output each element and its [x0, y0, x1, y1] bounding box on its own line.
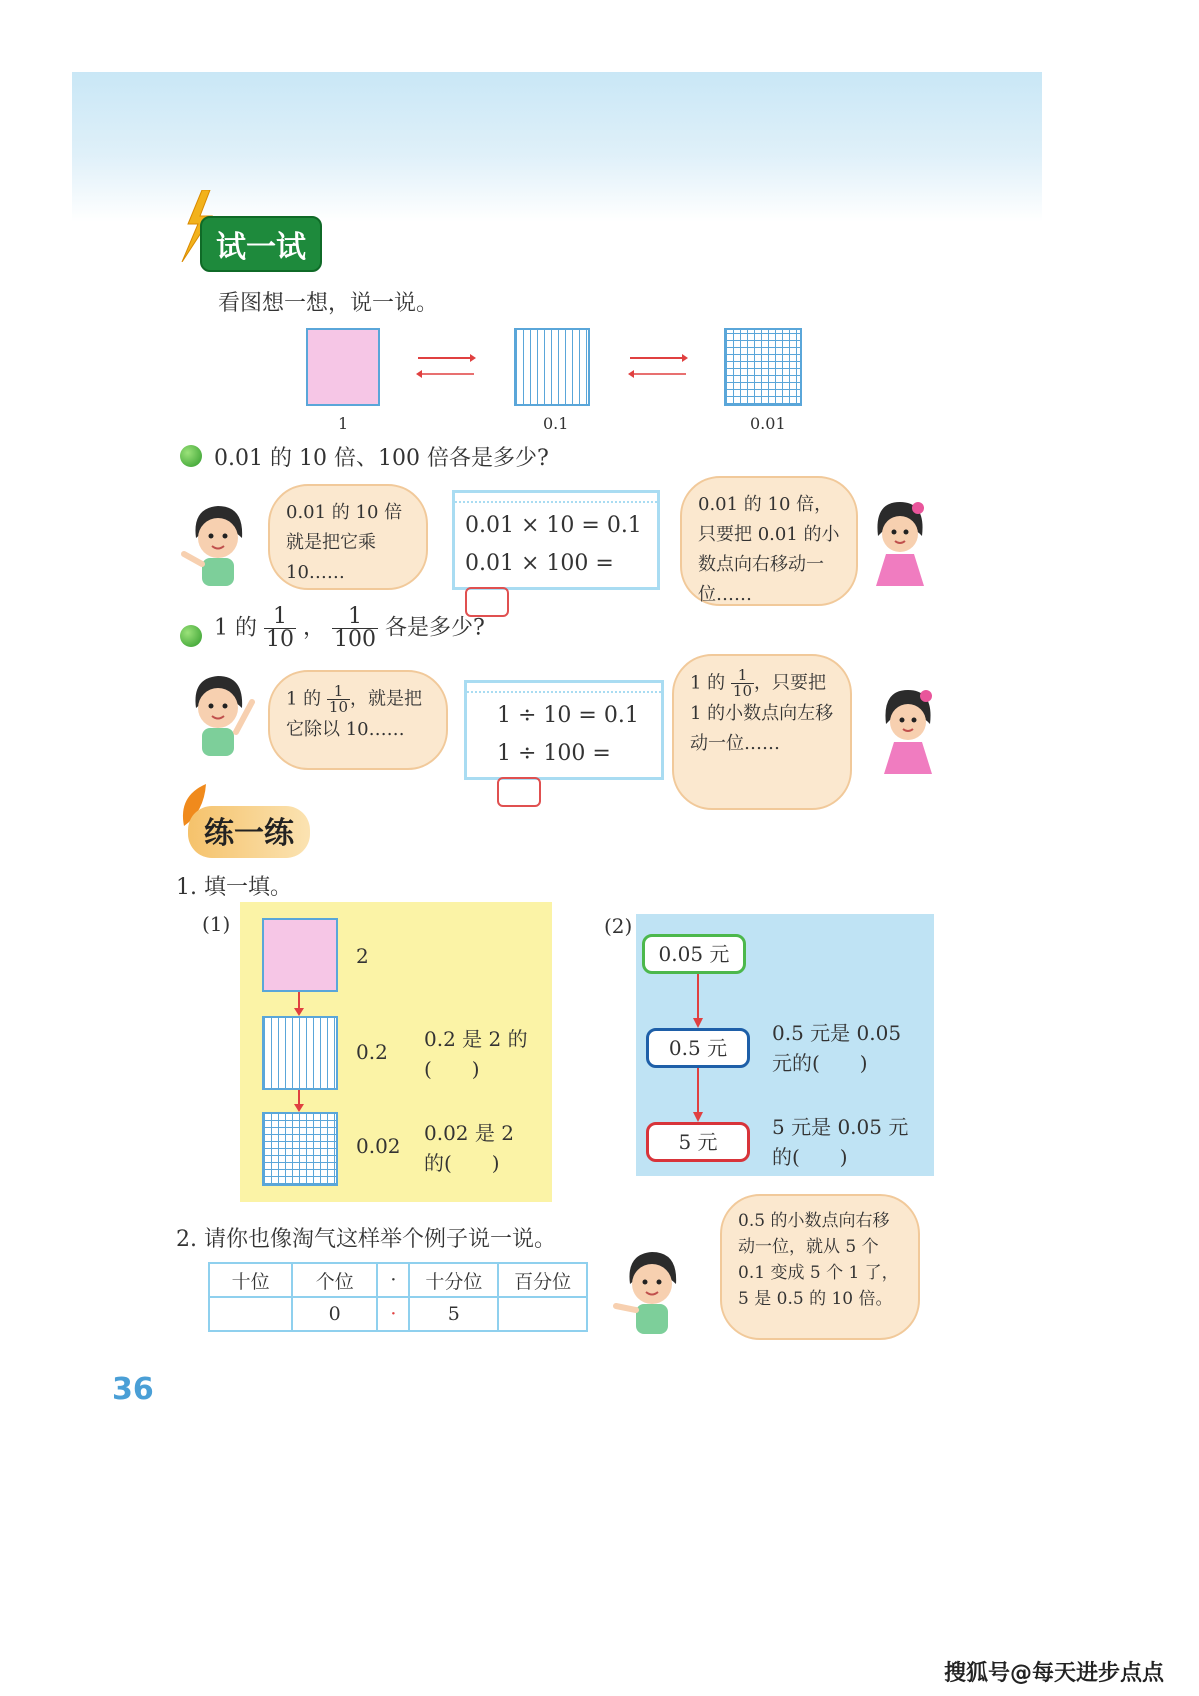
bullet-icon-2 — [180, 625, 202, 647]
fraction-1-10 — [264, 606, 296, 651]
page-number: 36 — [112, 1372, 154, 1407]
part-2-label: (2) — [604, 914, 633, 938]
boy-speech-bubble-2 — [268, 670, 448, 770]
money-box-005: 0.05 元 — [642, 934, 746, 974]
part-1-value-1: 2 — [356, 944, 369, 968]
question-2-prefix: 1 的 — [214, 615, 257, 641]
header-point: · — [377, 1263, 409, 1297]
model-label-1: 1 — [338, 414, 349, 433]
girl-character-icon-2 — [872, 684, 942, 776]
instruction-text: 看图想一想，说一说。 — [218, 291, 439, 316]
equation-2b-text: 1 ÷ 100 = — [497, 741, 611, 766]
answer-box-2[interactable] — [497, 777, 541, 807]
part-2-question-a: 0.5 元是 0.05 元的( ) — [772, 1021, 902, 1075]
fraction-numerator: 1 — [731, 668, 754, 684]
table-header-row — [209, 1263, 587, 1297]
down-arrow-icon-3 — [692, 974, 704, 1028]
fraction-denominator: 10 — [732, 682, 753, 700]
question-2-separator: ， — [303, 615, 326, 641]
hundredths-model-2 — [262, 1112, 338, 1186]
question-1: 0.01 的 10 倍、100 倍各是多少? — [214, 446, 549, 471]
watermark-text: 搜狐号@每天进步点点 — [944, 1661, 1165, 1686]
model-label-2: 0.1 — [543, 414, 569, 433]
fraction-1-100 — [332, 606, 378, 651]
tenths-model — [514, 328, 590, 406]
arrows-2-icon — [628, 348, 688, 382]
boy-bubble-2-text: ，就是把它除以 10…… — [286, 688, 423, 740]
girl-bubble-2-prefix: 1 的 — [690, 672, 726, 694]
fraction-numerator: 1 — [332, 606, 378, 629]
girl-speech-bubble-2 — [672, 654, 852, 810]
exercise-2-title: 2. 请你也像淘气这样举个例子说一说。 — [176, 1227, 556, 1252]
down-arrow-icon-4 — [692, 1068, 704, 1122]
part-1-question-b: 0.02 是 2 的( ) — [424, 1121, 514, 1175]
arrows-1-icon — [416, 348, 476, 382]
header-ones: 个位 — [292, 1263, 377, 1297]
part-1-value-2: 0.2 — [356, 1040, 388, 1064]
down-arrow-icon-2 — [293, 1090, 305, 1112]
header-tenths: 十分位 — [409, 1263, 498, 1297]
header-hundredths: 百分位 — [498, 1263, 587, 1297]
part-1-value-3: 0.02 — [356, 1134, 401, 1158]
tenths-model-2 — [262, 1016, 338, 1090]
part-1-question-a: 0.2 是 2 的( ) — [424, 1027, 528, 1081]
equation-box-1 — [452, 490, 660, 590]
fraction-denominator: 10 — [266, 627, 294, 652]
girl-speech-bubble-1: 0.01 的 10 倍，只要把 0.01 的小数点向右移动一位…… — [680, 476, 858, 606]
section-title-try: 试一试 — [200, 216, 322, 272]
equation-2b — [477, 735, 651, 811]
fraction-denominator: 100 — [334, 627, 377, 652]
unit-square-model — [306, 328, 380, 406]
equation-box-2 — [464, 680, 664, 780]
money-box-05: 0.5 元 — [646, 1028, 750, 1068]
part-2-question-b: 5 元是 0.05 元的( ) — [772, 1115, 909, 1169]
boy-speech-bubble-1: 0.01 的 10 倍就是把它乘 10…… — [268, 484, 428, 590]
cell-ones: 0 — [292, 1297, 377, 1331]
hundredths-model — [724, 328, 802, 406]
cell-point: · — [377, 1297, 409, 1331]
section-title-practice: 练一练 — [188, 806, 310, 858]
fraction-numerator: 1 — [264, 606, 296, 629]
equation-1b — [465, 545, 647, 621]
part-1-label: (1) — [202, 912, 231, 936]
boy-speech-bubble-3: 0.5 的小数点向右移动一位，就从 5 个 0.1 变成 5 个 1 了，5 是 0.5 的 10 倍。 — [720, 1194, 920, 1340]
boy-bubble-2-prefix: 1 的 — [286, 688, 322, 710]
equation-2a: 1 ÷ 10 = 0.1 — [497, 703, 639, 728]
money-box-5: 5 元 — [646, 1122, 750, 1162]
bullet-icon — [180, 445, 202, 467]
down-arrow-icon — [293, 992, 305, 1016]
girl-bubble-2-text: ，只要把 1 的小数点向左移动一位…… — [690, 672, 834, 754]
equation-1b-text: 0.01 × 100 = — [465, 551, 614, 576]
fraction-denominator: 10 — [328, 698, 349, 716]
model-label-3: 0.01 — [750, 414, 786, 433]
fraction-1-10-bubble — [327, 684, 350, 715]
question-2-suffix: 各是多少? — [385, 615, 485, 641]
unit-square-model-2 — [262, 918, 338, 992]
boy-character-icon — [178, 498, 258, 590]
cell-tenths: 5 — [409, 1297, 498, 1331]
girl-character-icon — [864, 496, 934, 588]
fraction-numerator: 1 — [327, 684, 350, 700]
question-2 — [214, 606, 485, 651]
place-value-table — [208, 1262, 588, 1332]
boy-character-icon-3 — [612, 1244, 694, 1340]
exercise-1-title: 1. 填一填。 — [176, 875, 292, 900]
cell-hundredths — [498, 1297, 587, 1331]
header-tens: 十位 — [209, 1263, 292, 1297]
fraction-1-10-girl — [731, 668, 754, 699]
cell-tens — [209, 1297, 292, 1331]
equation-1a: 0.01 × 10 = 0.1 — [465, 513, 642, 538]
table-row — [209, 1297, 587, 1331]
boy-character-icon-2 — [178, 668, 258, 760]
